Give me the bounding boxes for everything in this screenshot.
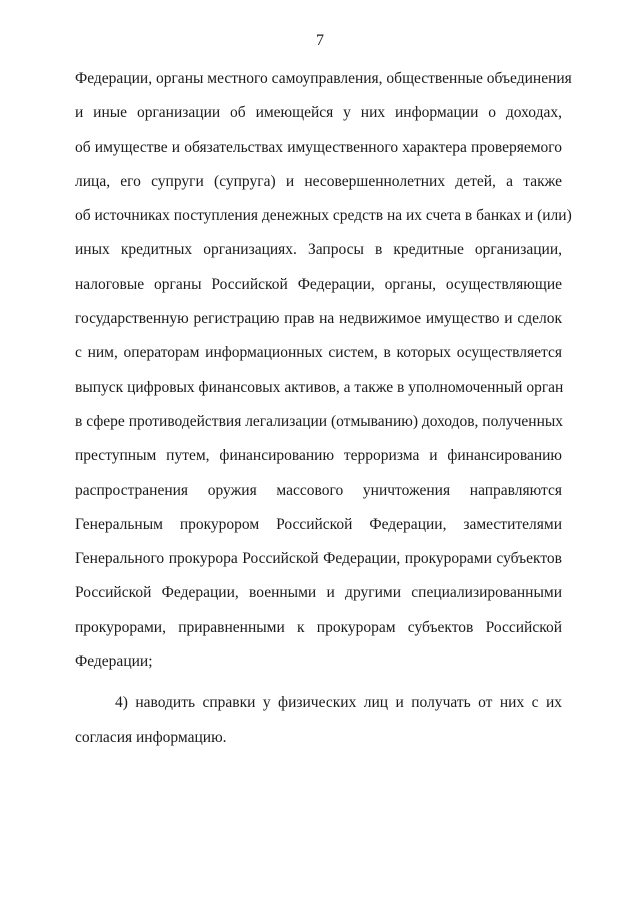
- page-number: 7: [316, 32, 324, 49]
- text-line: в сфере противодействия легализации (отмыванию) доходов, полученных: [75, 412, 564, 430]
- text-line: об источниках поступления денежных средств на их счета в банках и (или): [75, 207, 572, 225]
- text-line: иных кредитных организациях. Запросы в кредитные организации,: [75, 241, 562, 259]
- text-line: государственную регистрацию прав на недвижимое имущество и сделок: [75, 310, 562, 328]
- text-line: налоговые органы Российской Федерации, органы, осуществляющие: [75, 275, 562, 293]
- text-line: согласия информацию.: [75, 728, 227, 746]
- text-line: лица, его супруги (супруга) и несовершеннолетних детей, а также: [75, 172, 562, 190]
- text-line: прокурорами, приравненными к прокурорам субъектов Российской: [75, 618, 562, 636]
- text-line: преступным путем, финансированию терроризма и финансированию: [75, 447, 562, 465]
- text-line: Федерации;: [75, 653, 153, 671]
- text-line: 4) наводить справки у физических лиц и получать от них с их: [115, 694, 562, 712]
- text-line: Российской Федерации, военными и другими специализированными: [75, 584, 562, 602]
- paragraph-1: [75, 69, 572, 686]
- text-line: об имуществе и обязательствах имущественного характера проверяемого: [75, 138, 562, 156]
- text-line: с ним, операторам информационных систем, в которых осуществляется: [75, 344, 562, 362]
- text-line: Федерации, органы местного самоуправления, общественные объединения: [75, 70, 572, 87]
- document-body: [75, 69, 572, 762]
- text-line: Генерального прокурора Российской Федерации, прокурорами субъектов: [75, 550, 562, 568]
- paragraph-spacer: [75, 686, 562, 693]
- text-line: и иные организации об имеющейся у них информации о доходах,: [75, 104, 562, 122]
- text-line: распространения оружия массового уничтожения направляются: [75, 481, 562, 499]
- paragraph-2: [75, 693, 562, 762]
- text-line: Генеральным прокурором Российской Федерации, заместителями: [75, 515, 562, 533]
- text-line: выпуск цифровых финансовых активов, а также в уполномоченный орган: [75, 378, 564, 396]
